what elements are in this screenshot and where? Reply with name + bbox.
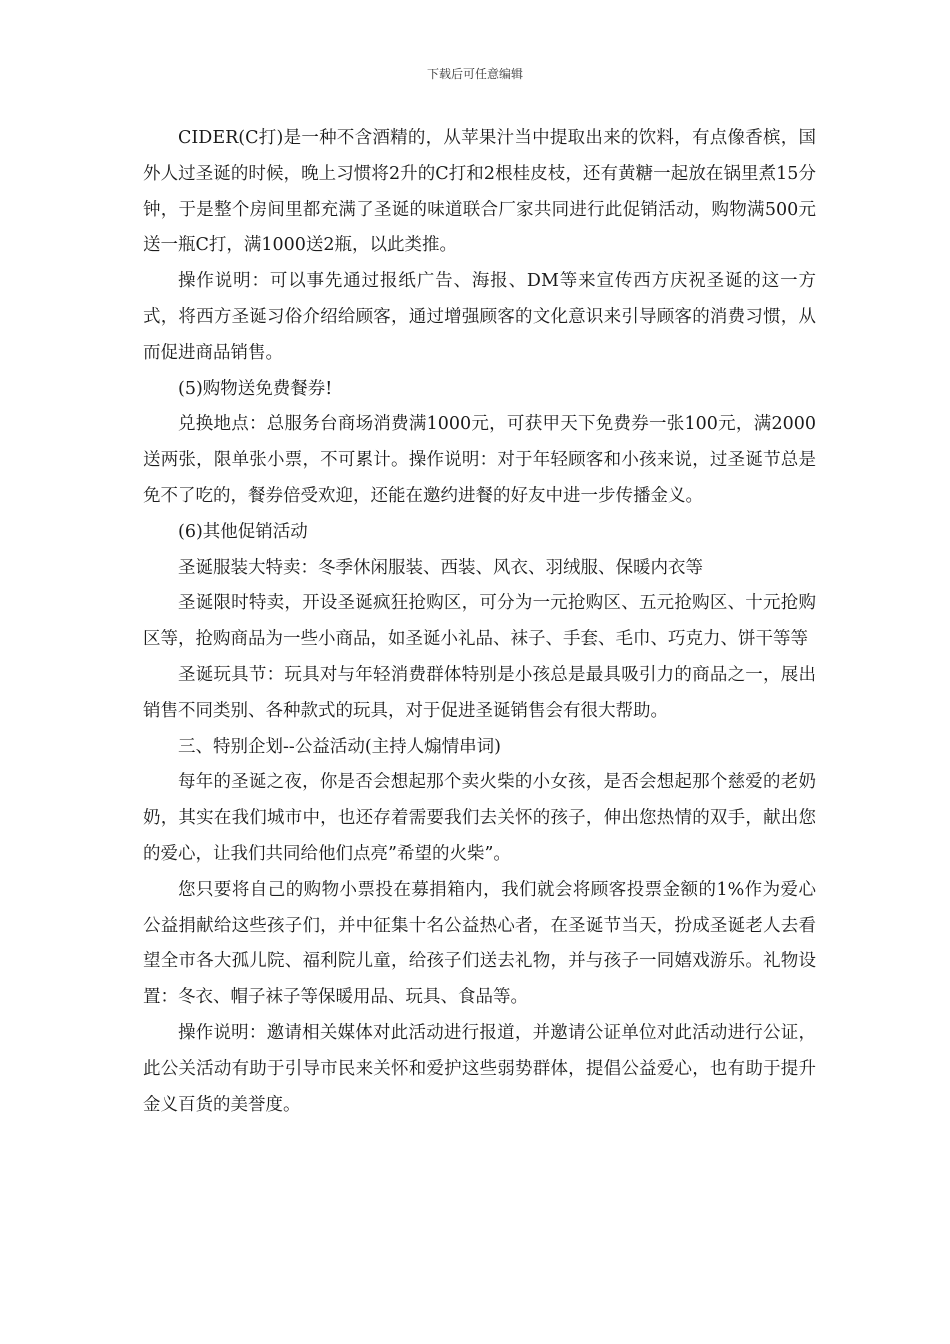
paragraph-toy-festival: 圣诞玩具节：玩具对与年轻消费群体特别是小孩总是最具吸引力的商品之一，展出销售不同类别、各种款式的玩具，对于促进圣诞销售会有很大帮助。	[143, 664, 816, 721]
paragraph-charity-instructions: 操作说明：邀请相关媒体对此活动进行报道，并邀请公证单位对此活动进行公证，此公关活动有助于引导市民来关怀和爱护这些弱势群体，提倡公益爱心，也有助于提升金义百货的美誉度。	[143, 1022, 816, 1115]
heading-other-promotions: (6)其他促销活动	[178, 521, 308, 542]
page-header: 下载后可任意编辑	[426, 67, 523, 81]
heading-free-meal-voucher: (5)购物送免费餐券!	[178, 378, 333, 399]
paragraph-christmas-night: 每年的圣诞之夜，你是否会想起那个卖火柴的小女孩，是否会想起那个慈爱的老奶奶，其实在我们城市中，也还存着需要我们去关怀的孩子，伸出您热情的双手，献出您的爱心，让我们共同给他们点亮”希望的火柴”。	[143, 772, 816, 864]
paragraph-donation-details: 您只要将自己的购物小票投在募捐箱内，我们就会将顾客投票金额的1%作为爱心公益捐献给这些孩子们，并中征集十名公益热心者，在圣诞节当天，扮成圣诞老人去看望全市各大孤儿院、福利院儿童，给孩子们送去礼物，并与孩子一同嬉戏游乐。礼物设置：冬衣、帽子袜子等保暖用品、玩具、食品等。	[143, 879, 816, 1008]
paragraph-clothing-sale: 圣诞服装大特卖：冬季休闲服装、西装、风衣、羽绒服、保暖内衣等	[178, 557, 703, 578]
heading-charity-activity: 三、特别企划--公益活动(主持人煽情串词)	[178, 736, 501, 757]
paragraph-flash-sale: 圣诞限时特卖，开设圣诞疯狂抢购区，可分为一元抢购区、五元抢购区、十元抢购区等，抢购商品为一些小商品，如圣诞小礼品、袜子、手套、毛巾、巧克力、饼干等等	[143, 593, 816, 650]
paragraph-cider-promo: CIDER(C打)是一种不含酒精的，从苹果汁当中提取出来的饮料，有点像香槟，国外人过圣诞的时候，晚上习惯将2升的C打和2根桂皮枝，还有黄糖一起放在锅里煮15分钟，于是整个房间里都充满了圣诞的味道联合厂家共同进行此促销活动，购物满500元送一瓶C打，满1000送2瓶，以此类推。	[143, 128, 816, 256]
paragraph-cider-instructions: 操作说明：可以事先通过报纸广告、海报、DM等来宣传西方庆祝圣诞的这一方式，将西方圣诞习俗介绍给顾客，通过增强顾客的文化意识来引导顾客的消费习惯，从而促进商品销售。	[143, 271, 816, 363]
paragraph-voucher-redemption: 兑换地点：总服务台商场消费满1000元，可获甲天下免费券一张100元，满2000送两张，限单张小票，不可累计。操作说明：对于年轻顾客和小孩来说，过圣诞节总是免不了吃的，餐券倍受欢迎，还能在邀约进餐的好友中进一步传播金义。	[143, 414, 816, 506]
document-body	[143, 121, 816, 1123]
